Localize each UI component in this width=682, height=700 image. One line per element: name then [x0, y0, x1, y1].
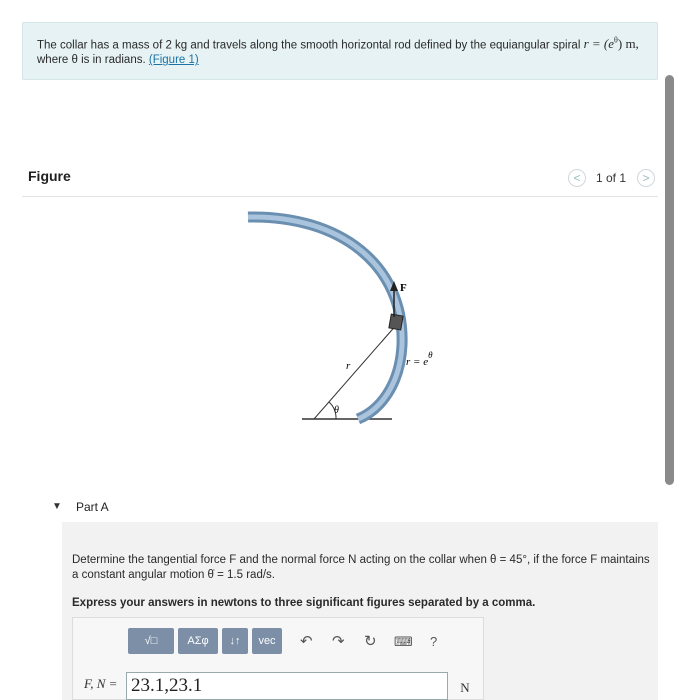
part-a-header[interactable] — [22, 492, 658, 522]
spiral-equation: $r = (e^\theta)$ m, — [583, 36, 639, 52]
caret-down-icon[interactable]: ▼ — [52, 501, 62, 512]
figure-counter: 1 of 1 — [596, 171, 627, 185]
reset-icon[interactable]: ↻ — [364, 633, 377, 650]
arrows-button[interactable]: ↓↑ — [222, 628, 248, 654]
scrollbar[interactable] — [665, 75, 674, 485]
problem-text-line2: where θ is in radians. — [37, 54, 146, 67]
equation-label: $r = e^\theta$ — [406, 350, 433, 368]
spiral-rod-highlight — [248, 217, 402, 419]
part-a-label: Part A — [76, 500, 109, 514]
spiral-rod-figure — [230, 205, 470, 435]
collar — [389, 314, 403, 330]
answer-input[interactable]: 23.1,23.1 — [126, 672, 448, 700]
figure-link[interactable]: (Figure 1) — [148, 54, 199, 67]
problem-text: The collar has a mass of 2 kg and travels along the smooth horizontal rod defined by the equiangular spiral — [37, 39, 584, 52]
angle-label: θ — [334, 405, 339, 416]
answer-label: F, N = — [84, 676, 118, 691]
divider — [22, 196, 658, 197]
force-label: F — [400, 282, 407, 294]
radius-label: r — [346, 360, 351, 372]
symbols-button[interactable]: ΑΣφ — [178, 628, 218, 654]
figure-header — [22, 160, 658, 196]
chevron-right-icon[interactable]: > — [637, 169, 655, 187]
templates-button[interactable]: √□ — [128, 628, 174, 654]
keyboard-icon[interactable]: ⌨ — [394, 634, 413, 649]
chevron-left-icon[interactable]: < — [568, 169, 586, 187]
figure-title: Figure — [28, 168, 71, 184]
spiral-rod — [248, 217, 402, 419]
undo-icon[interactable]: ↶ — [300, 633, 313, 650]
problem-statement — [22, 22, 658, 80]
question-line-2: a constant angular motion θ̇ = 1.5 rad/s. — [72, 569, 275, 581]
unit-label: N — [460, 680, 470, 695]
question-text — [72, 553, 662, 583]
question-line-1: Determine the tangential force F and the normal force N acting on the collar when θ = 45°, if the force F maintains — [72, 554, 650, 566]
vec-button[interactable]: vec — [252, 628, 282, 654]
answer-instruction: Express your answers in newtons to three significant figures separated by a comma. — [72, 597, 536, 609]
redo-icon[interactable]: ↷ — [332, 633, 345, 650]
help-button[interactable]: ? — [430, 634, 438, 649]
